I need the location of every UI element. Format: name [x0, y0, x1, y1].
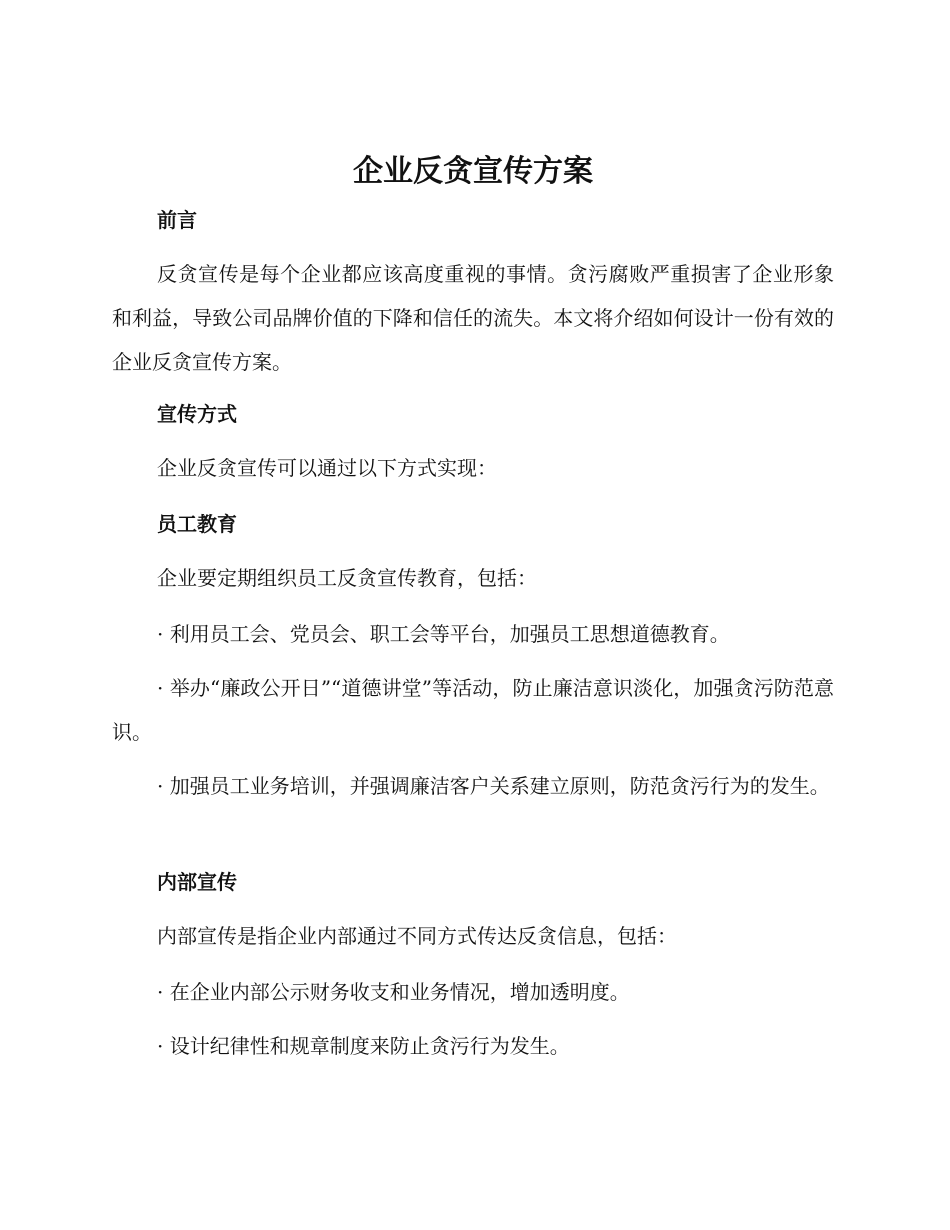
- section-heading-preface: 前言: [157, 208, 197, 232]
- paragraph-education-intro: 企业要定期组织员工反贪宣传教育，包括：: [157, 566, 537, 590]
- paragraph-preface: 反贪宣传是每个企业都应该高度重视的事情。贪污腐败严重损害了企业形象和利益，导致公司品牌价值的下降和信任的流失。本文将介绍如何设计一份有效的企业反贪宣传方案。: [112, 262, 834, 374]
- list-item-education-1: · 利用员工会、党员会、职工会等平台，加强员工思想道德教育。: [157, 622, 730, 646]
- list-item-internal-2: · 设计纪律性和规章制度来防止贪污行为发生。: [157, 1034, 570, 1058]
- paragraph-methods-intro: 企业反贪宣传可以通过以下方式实现：: [157, 456, 497, 480]
- section-heading-internal-publicity: 内部宣传: [157, 870, 237, 894]
- section-heading-methods: 宣传方式: [157, 402, 237, 426]
- section-heading-employee-education: 员工教育: [157, 512, 237, 536]
- list-item-education-3: · 加强员工业务培训，并强调廉洁客户关系建立原则，防范贪污行为的发生。: [157, 774, 830, 798]
- list-item-internal-1: · 在企业内部公示财务收支和业务情况，增加透明度。: [157, 980, 630, 1004]
- list-item-education-2: · 举办“廉政公开日”“道德讲堂”等活动，防止廉洁意识淡化，加强贪污防范意识。: [112, 676, 834, 744]
- paragraph-internal-intro: 内部宣传是指企业内部通过不同方式传达反贪信息，包括：: [157, 924, 677, 948]
- document-title: 企业反贪宣传方案: [353, 154, 593, 189]
